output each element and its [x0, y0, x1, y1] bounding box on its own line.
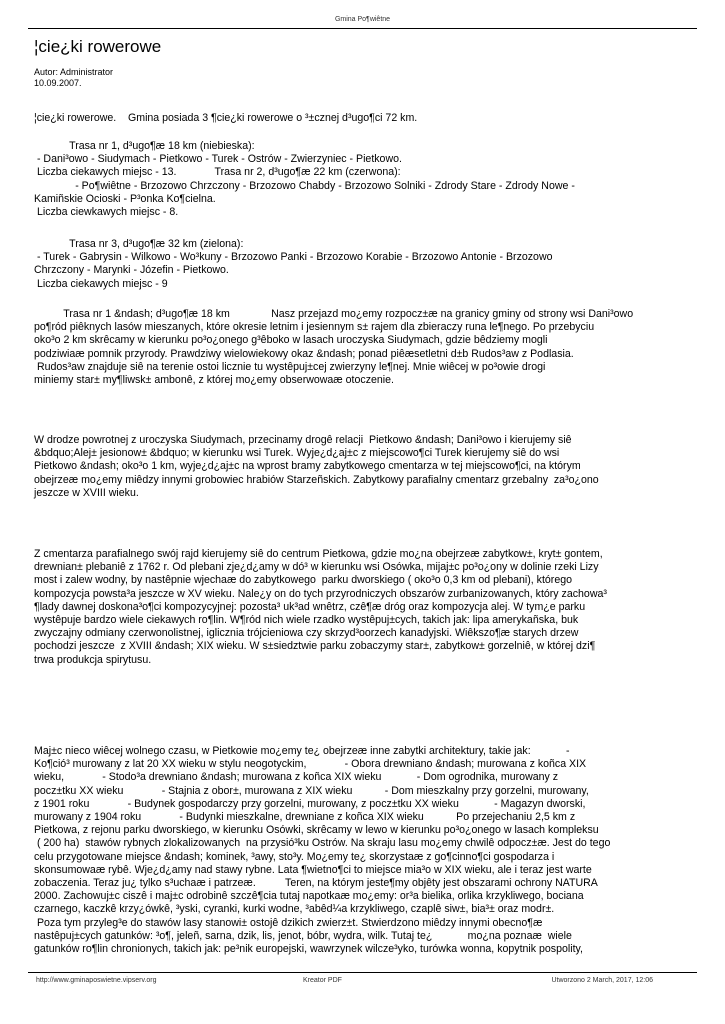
text-line: Rudos³aw znajduje siê na terenie ostoi licznie tu wystêpuj±cej zwierzyny le¶nej. Mnie wiêcej w po³owie drogi [34, 360, 546, 373]
text-line: kompozycja powsta³a jeszcze w XV wieku. Nale¿y on do tych przyrodniczych obszarów zurbanizowanych, który zachowa³ [34, 587, 607, 600]
intro-paragraph [34, 112, 724, 125]
text-line: zwyczajny odmiany czerwonolistnej, iglicznia trójcieniowa czy skrzyd³oorzech kanadyjski. Wiêkszo¶æ starych drzew [34, 627, 579, 640]
text-line: po¶ród piêknych lasów mieszanych, które okresie letnim i jesiennym s± rajem dla zbieraczy runa le¶nego. Po przebyciu [34, 321, 595, 334]
text-line: Liczba ciekawych miejsc - 13. Trasa nr 2, d³ugo¶æ 22 km (czerwona): [34, 166, 401, 179]
text-line: Maj±c nieco wiêcej wolnego czasu, w Pietkowie mo¿emy te¿ obejrzeæ inne zabytki architektury, takie jak: - [34, 745, 570, 757]
text-line: trwa produkcja spirytusu. [34, 653, 152, 666]
text-line: murowany z 1904 roku - Budynki mieszkalne, drewniane z koñca XIX wieku Po przejechaniu 2,5 km z [34, 811, 576, 824]
text-line: nastêpuj±cych gatunków: ³o¶, jeleñ, sarna, dzik, lis, jenot, bóbr, wydra, wilk. Tutaj te¿ mo¿na poznaæ wiele [34, 929, 572, 942]
text-line: jeszcze w XVIII wieku. [34, 486, 139, 499]
text-line: z 1901 roku - Budynek gospodarczy przy gorzelni, murowany, z pocz±tku XX wieku - Magazyn dworski, [34, 797, 586, 810]
footer-created-date: Utworzono 2 March, 2017, 12:06 [551, 977, 653, 984]
text-line: ¦cie¿ki rowerowe. Gmina posiada 3 ¶cie¿ki rowerowe o ³±cznej d³ugo¶ci 72 km. [34, 112, 418, 124]
footer-url-link[interactable]: http://www.gminaposwietne.vipserv.org [36, 977, 157, 984]
text-line: most i zalew wodny, by nastêpnie wjechaæ do zabytkowego parku dworskiego ( oko³o 0,3 km od plebani), którego [34, 574, 573, 587]
text-line: Trasa nr 3, d³ugo¶æ 32 km (zielona): [34, 238, 244, 250]
footer-rule [28, 972, 697, 973]
text-line: pocz±tku XX wieku - Stajnia z obor±, murowana z XIX wieku - Dom mieszkalny przy gorzelni, murowany, [34, 784, 589, 797]
text-line: podziwiaæ pomnik przyrody. Prawdziwy wielowiekowy okaz &ndash; ponad piêæsetletni d±b Rudos³aw z Podlasia. [34, 347, 574, 360]
text-line: obejrzeæ mo¿emy miêdzy innymi grobowiec hrabiów Starzeñskich. Zabytkowy parafialny cmentarz grzebalny za³o¿ono [34, 473, 599, 486]
text-line: oko³o 2 km skrêcamy w kierunku po³o¿onego g³êboko w lasach uroczyska Siudymach, gdzie bêdziemy mogli [34, 334, 548, 347]
text-line: Liczba ciekawych miejsc - 9 [34, 277, 168, 290]
article-title: ¦cie¿ki rowerowe [34, 37, 162, 56]
text-line: gatunków ro¶lin chronionych, takich jak: pe³nik europejski, wawrzynek wilcze³yko, turówka wonna, kopytnik pospolity, [34, 943, 583, 956]
text-line: pochodzi jeszcze z XVIII &ndash; XIX wieku. W s±siedztwie parku zobaczymy star±, zabytkow± gorzelniê, w której dzi¶ [34, 640, 596, 653]
text-line: drewnian± plebaniê z 1762 r. Od plebani zje¿d¿amy w dó³ w kierunku wsi Osówka, mijaj±c po³o¿ony w dolinie rzeki Lizy [34, 561, 599, 574]
text-line: czarnego, kaczkê krzy¿ówkê, ³yski, cyranki, kurki wodne, ³abêd¼a krzykliwego, czaplê siw±, bia³± oraz modr±. [34, 903, 555, 916]
text-line: Pietkowa, z rejonu parku dworskiego, w kierunku Osówki, skrêcamy w lewo w kierunku po³o¿onego w lasach kompleksu [34, 824, 599, 837]
text-line: Kamiñskie Ocioski - P³onka Ko¶cielna. [34, 192, 216, 205]
cemetery-paragraph [34, 434, 724, 500]
text-line: Poza tym przyleg³e do stawów lasy stanowi± ostojê dzikich zwierz±t. Stwierdzono miêdzy innymi obecno¶æ [34, 916, 543, 929]
text-line: wystêpuje bardzo wiele ciekawych ro¶lin. W¶ród nich wiele rzadko wystêpuj±cych, takich jak: lipa amerykañska, buk [34, 614, 579, 627]
route-3-paragraph [34, 238, 724, 291]
text-line: skonsumowaæ rybê. Wje¿d¿amy nad stawy rybne. Lata ¶wietno¶ci to miejsce mia³o w XIX wieku, ale i teraz jest warte [34, 863, 592, 876]
article-author: Autor: Administrator [34, 67, 114, 77]
park-paragraph [34, 548, 724, 667]
text-line: zobaczenia. Teraz ju¿ tylko s³uchaæ i patrzeæ. Teren, na którym jeste¶my objêty jest obszarami ochrony NATURA [34, 877, 598, 890]
monuments-paragraph [34, 745, 724, 956]
article-date: 10.09.2007. [34, 78, 82, 88]
text-line: celu przygotowane miejsce &ndash; kominek, ³awy, sto³y. Mo¿emy te¿ skorzystaæ z go¶cinno¶ci gospodarza i [34, 850, 555, 863]
text-line: miniemy star± my¶liwsk± ambonê, z której mo¿emy obserwowaæ otoczenie. [34, 374, 394, 387]
text-line: W drodze powrotnej z uroczyska Siudymach, przecinamy drogê relacji Pietkowo &ndash; Dani³owo i kierujemy siê [34, 434, 572, 446]
text-line: ( 200 ha) stawów rybnych zlokalizowanych na przysió³ku Ostrów. Na skraju lasu mo¿emy chwilê odpocz±æ. Jest do tego [34, 837, 611, 850]
text-line: Z cmentarza parafialnego swój rajd kierujemy siê do centrum Pietkowa, gdzie mo¿na obejrzeæ zabytkow±, kryt± gontem, [34, 548, 603, 560]
routes-1-2-paragraph [34, 140, 724, 219]
text-line: &bdquo;Alej± jesionow± &bdquo; w kierunku wsi Turek. Wyje¿d¿aj±c z miejscowo¶ci Turek kierujemy siê do wsi [34, 447, 560, 460]
header-site-name: Gmina Po¶wiêtne [334, 16, 391, 23]
text-line: - Dani³owo - Siudymach - Pietkowo - Turek - Ostrów - Zwierzyniec - Pietkowo. [34, 153, 402, 166]
text-line: Ko¶ció³ murowany z lat 20 XX wieku w stylu neogotyckim, - Obora drewniano &ndash; murowana z koñca XIX [34, 758, 587, 771]
route-1-description-paragraph [34, 308, 724, 387]
text-line: Trasa nr 1, d³ugo¶æ 18 km (niebieska): [34, 140, 255, 152]
text-line: Pietkowo &ndash; oko³o 1 km, wyje¿d¿aj±c na wprost bramy zabytkowego cmentarza w tej miejscowo¶ci, na którym [34, 460, 581, 473]
text-line: - Po¶wiêtne - Brzozowo Chrzczony - Brzozowo Chabdy - Brzozowo Solniki - Zdrody Stare - Zdrody Nowe - [34, 179, 575, 192]
text-line: ¶lady dawnej doskona³o¶ci kompozycyjnej: pozosta³ uk³ad wnêtrz, czê¶æ dróg oraz kompozycja alej. W tym¿e parku [34, 600, 586, 613]
text-line: 2000. Zachowuj±c ciszê i maj±c odrobinê szczê¶cia tutaj napotkaæ mo¿emy: or³a bielika, orlika krzykliwego, bociana [34, 890, 584, 903]
text-line: Liczba ciewkawych miejsc - 8. [34, 206, 179, 219]
text-line: wieku, - Stodo³a drewniano &ndash; murowana z koñca XIX wieku - Dom ogrodnika, murowany z [34, 771, 559, 784]
header-rule [28, 28, 697, 29]
text-line: Trasa nr 1 &ndash; d³ugo¶æ 18 km Nasz przejazd mo¿emy rozpocz±æ na granicy gminy od strony wsi Dani³owo [34, 308, 634, 320]
text-line: - Turek - Gabrysin - Wilkowo - Wo³kuny - Brzozowo Panki - Brzozowo Korabie - Brzozowo Antonie - Brzozowo [34, 251, 553, 264]
text-line: Chrzczony - Marynki - Józefin - Pietkowo. [34, 264, 229, 277]
footer-generator: Kreator PDF [303, 977, 342, 984]
